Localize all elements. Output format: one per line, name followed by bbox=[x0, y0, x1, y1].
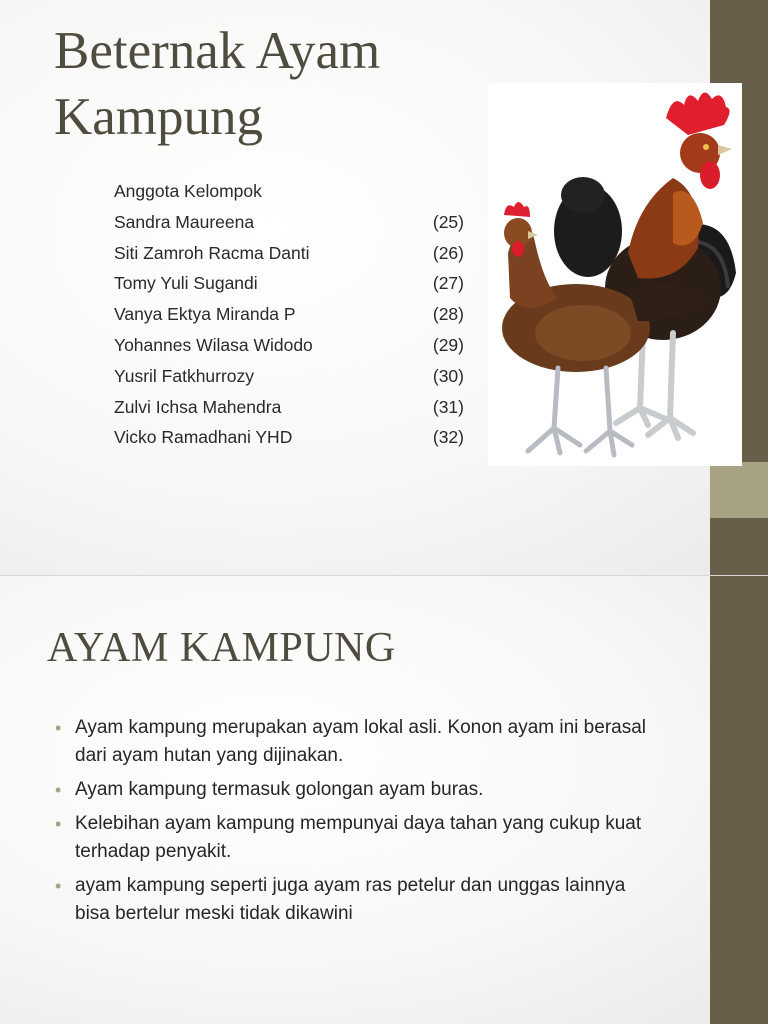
member-number: (27) bbox=[432, 273, 464, 294]
member-number: (25) bbox=[432, 211, 464, 232]
bullet-item bbox=[55, 776, 665, 804]
member-number: (31) bbox=[432, 396, 464, 417]
member-row bbox=[114, 422, 464, 453]
member-row bbox=[114, 361, 464, 392]
chicken-illustration-icon bbox=[488, 83, 742, 466]
bullet-text: Ayam kampung termasuk golongan ayam buras. bbox=[75, 779, 484, 800]
member-name: Vanya Ektya Miranda P bbox=[114, 304, 296, 325]
bullet-icon: • bbox=[55, 814, 62, 834]
bullet-item bbox=[55, 872, 665, 928]
bullet-text: ayam kampung seperti juga ayam ras petelur dan unggas lainnya bisa bertelur meski tidak dikawini bbox=[75, 875, 626, 924]
chicken-photo bbox=[488, 83, 742, 466]
bullet-icon: • bbox=[55, 780, 62, 800]
sidebar-bar bbox=[710, 576, 768, 1024]
bullet-item bbox=[55, 714, 665, 770]
sidebar-accent bbox=[710, 462, 768, 518]
member-row bbox=[114, 238, 464, 269]
member-row bbox=[114, 268, 464, 299]
member-name: Yusril Fatkhurrozy bbox=[114, 365, 255, 386]
member-name: Sandra Maureena bbox=[114, 211, 255, 232]
member-name: Tomy Yuli Sugandi bbox=[114, 273, 258, 294]
member-number: (26) bbox=[432, 242, 464, 263]
bullet-item bbox=[55, 810, 665, 866]
bullet-text: Ayam kampung merupakan ayam lokal asli. Konon ayam ini berasal dari ayam hutan yang dijinakan. bbox=[75, 717, 647, 766]
slide-2 bbox=[0, 576, 768, 1024]
member-number: (30) bbox=[432, 365, 464, 386]
member-list bbox=[114, 176, 464, 453]
bullet-text: Kelebihan ayam kampung mempunyai daya tahan yang cukup kuat terhadap penyakit. bbox=[75, 813, 642, 862]
member-name: Zulvi Ichsa Mahendra bbox=[114, 396, 282, 417]
slide-title: Beternak Ayam Kampung bbox=[54, 22, 381, 146]
member-name: Vicko Ramadhani YHD bbox=[114, 427, 293, 448]
member-number: (32) bbox=[432, 427, 464, 448]
member-name: Yohannes Wilasa Widodo bbox=[114, 334, 313, 355]
bullet-icon: • bbox=[55, 718, 62, 738]
member-row bbox=[114, 330, 464, 361]
member-name: Siti Zamroh Racma Danti bbox=[114, 242, 310, 263]
bullet-icon: • bbox=[55, 876, 62, 896]
member-number: (28) bbox=[432, 304, 464, 325]
member-row bbox=[114, 207, 464, 238]
member-row bbox=[114, 299, 464, 330]
member-number: (29) bbox=[432, 334, 464, 355]
member-list-heading: Anggota Kelompok bbox=[114, 181, 262, 201]
bullet-list bbox=[55, 714, 665, 934]
slide-title: AYAM KAMPUNG bbox=[47, 625, 396, 671]
member-row bbox=[114, 392, 464, 423]
